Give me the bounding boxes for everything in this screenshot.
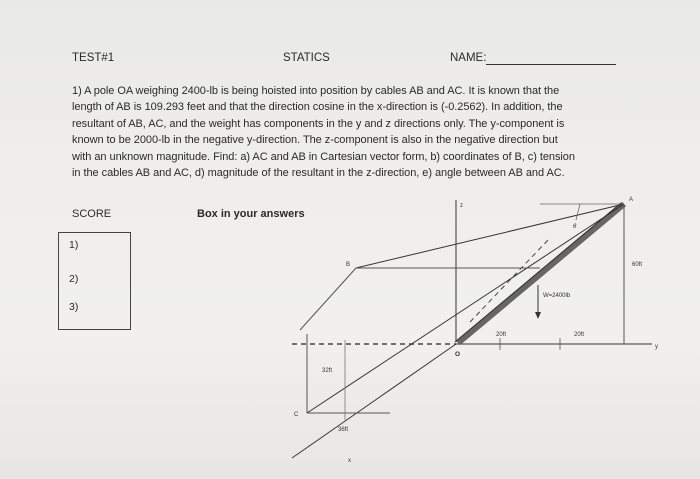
score-label: SCORE bbox=[72, 208, 112, 220]
point-o-label: O bbox=[455, 351, 461, 358]
dim-20ft-label-2: 20ft bbox=[574, 332, 585, 338]
x-axis bbox=[292, 344, 456, 458]
y-axis-label: y bbox=[655, 344, 658, 350]
dim-20ft-label-1: 20ft bbox=[496, 332, 507, 338]
problem-line: resultant of AB, AC, and the weight has components in the y and z directions only. The y-component is bbox=[72, 117, 565, 130]
point-c-label: C bbox=[294, 412, 299, 418]
problem-line: known to be 2000-lb in the negative y-direction. The z-component is also in the negative direction but bbox=[72, 134, 558, 147]
cable-ac bbox=[307, 204, 624, 413]
pole-oa bbox=[458, 204, 624, 343]
course-title: STATICS bbox=[283, 52, 330, 64]
point-b-label: B bbox=[346, 262, 351, 268]
score-row-3: 3) bbox=[69, 301, 79, 313]
problem-line: 1) A pole OA weighing 2400-lb is being hoisted into position by cables AB and AC. It is known that the bbox=[72, 85, 560, 97]
test-label: TEST#1 bbox=[72, 52, 115, 64]
problem-line: in the cables AB and AC, d) magnitude of the resultant in the z-direction, e) angle between AB and AC. bbox=[72, 167, 565, 180]
dim-32ft-label: 32ft bbox=[322, 368, 333, 374]
point-a-label: A bbox=[629, 197, 634, 203]
b-guide-diagonal bbox=[300, 268, 356, 330]
box-instruction: Box in your answers bbox=[197, 208, 305, 220]
score-row-2: 2) bbox=[69, 273, 79, 285]
x-axis-label: x bbox=[348, 458, 351, 464]
dim-60ft-label: 60ft bbox=[632, 262, 643, 268]
weight-arrow-head bbox=[535, 312, 541, 319]
problem-line: with an unknown magnitude. Find: a) AC and AB in Cartesian vector form, b) coordinates of B, c) tension bbox=[72, 150, 575, 163]
weight-label: W=2400lb bbox=[543, 293, 571, 299]
theta-guide bbox=[576, 204, 580, 220]
name-label: NAME: bbox=[450, 52, 487, 64]
pole-oa-edge bbox=[455, 203, 621, 342]
dim-36ft-label: 36ft bbox=[338, 427, 349, 433]
theta-label: θ bbox=[573, 224, 577, 230]
score-row-1: 1) bbox=[69, 239, 79, 251]
problem-line: length of AB is 109.293 feet and that the direction cosine in the x-direction is (-0.2562). In addition, the bbox=[72, 101, 563, 114]
z-axis-label: z bbox=[460, 203, 463, 209]
